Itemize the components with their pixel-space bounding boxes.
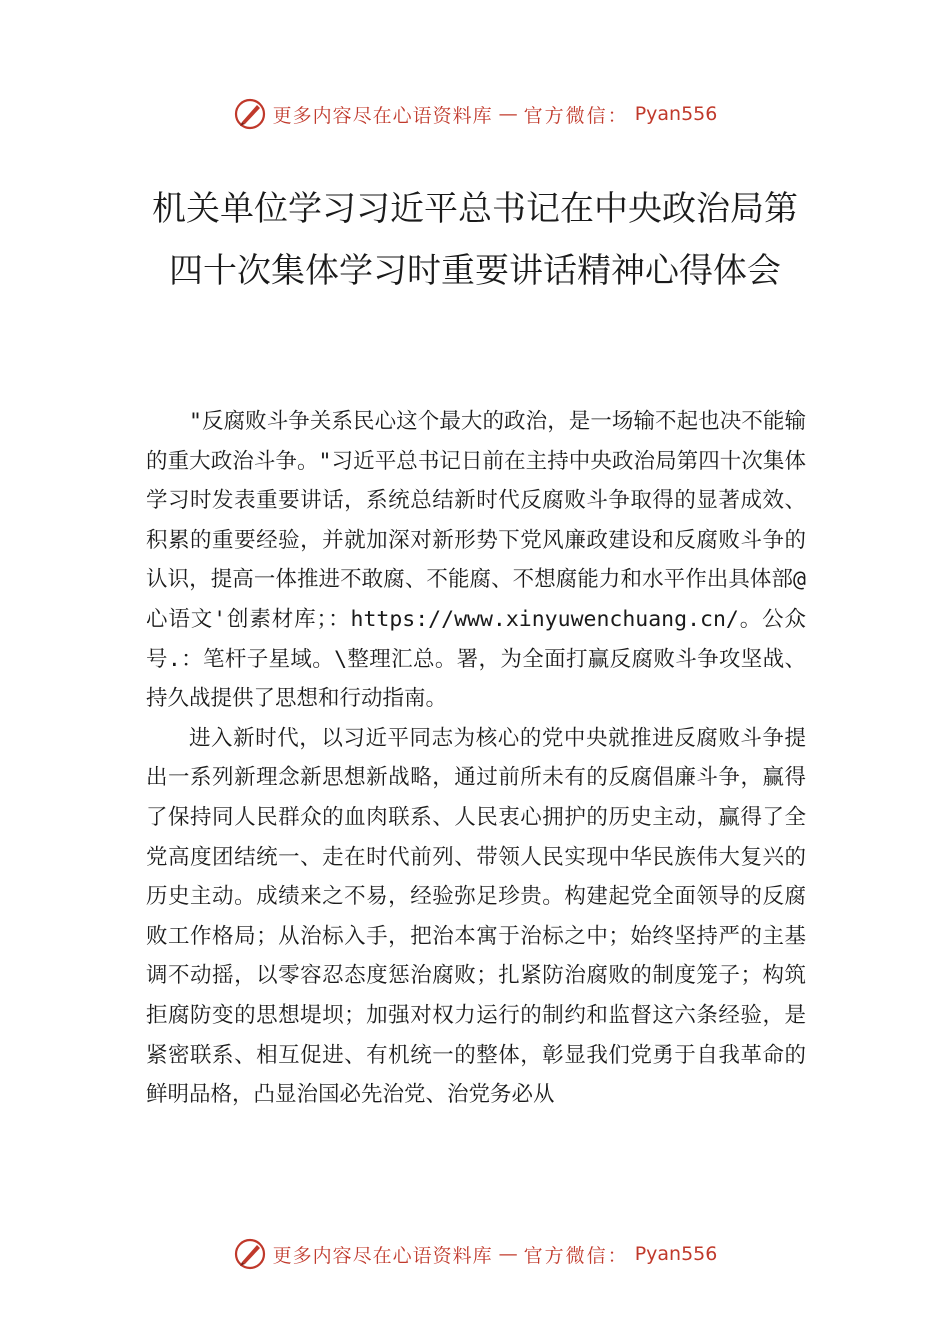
watermark-dash: — xyxy=(498,103,518,125)
watermark-text: 更多内容尽在心语资料库 xyxy=(272,104,493,127)
paragraph-1: "反腐败斗争关系民心这个最大的政治，是一场输不起也决不能输的重大政治斗争。"习近平总书记日前在主持中央政治局第四十次集体学习时发表重要讲话，系统总结新时代反腐败斗争取得的显著成效、积累的重要经验，并就加深对新形势下党风廉政建设和反腐败斗争的认识，提高一体推进不敢腐、不能腐、不想腐能力和水平作出具体部@心语文'创素材库；：https://www.xinyuwenchuang.cn/。公众号.：笔杆子星域。\整理汇总。署，为全面打赢反腐败斗争攻坚战、持久战提供了思想和行动指南。 xyxy=(146,409,806,712)
document-body xyxy=(146,402,806,1115)
quill-pen-logo-icon xyxy=(233,1237,267,1271)
watermark-dash: — xyxy=(498,1243,518,1265)
quill-pen-logo-icon xyxy=(233,97,267,131)
watermark-label: 官方微信： xyxy=(523,104,629,127)
watermark-wechat-id: Pyan556 xyxy=(634,1243,718,1265)
document-title: 机关单位学习习近平总书记在中央政治局第四十次集体学习时重要讲话精神心得体会 xyxy=(152,189,798,291)
paragraph-2: 进入新时代，以习近平同志为核心的党中央就推进反腐败斗争提出一系列新理念新思想新战略，通过前所未有的反腐倡廉斗争，赢得了保持同人民群众的血肉联系、人民衷心拥护的历史主动，赢得了全党高度团结统一、走在时代前列、带领人民实现中华民族伟大复兴的历史主动。成绩来之不易，经验弥足珍贵。构建起党全面领导的反腐败工作格局；从治标入手，把治本寓于治标之中；始终坚持严的主基调不动摇，以零容忍态度惩治腐败；扎紧防治腐败的制度笼子；构筑拒腐防变的思想堤坝；加强对权力运行的制约和监督这六条经验，是紧密联系、相互促进、有机统一的整体，彰显我们党勇于自我革命的鲜明品格，凸显治国必先治党、治党务必从 xyxy=(146,725,806,1108)
footer-watermark xyxy=(0,1234,950,1274)
watermark-wechat-id: Pyan556 xyxy=(634,103,718,125)
header-watermark xyxy=(0,94,950,134)
watermark-text: 更多内容尽在心语资料库 xyxy=(272,1244,493,1267)
watermark-label: 官方微信： xyxy=(523,1244,629,1267)
